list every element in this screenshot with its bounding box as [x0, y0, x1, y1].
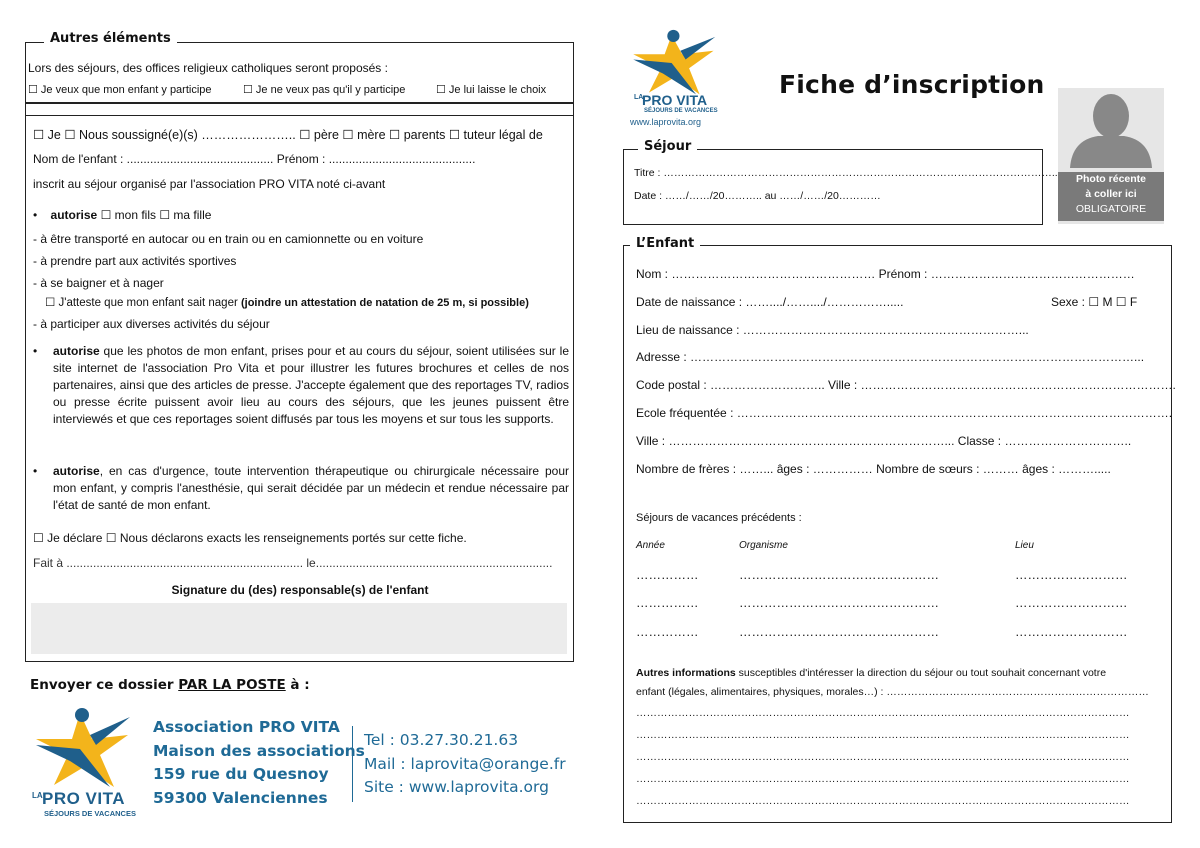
contact-divider — [352, 726, 353, 802]
col-lieu: Lieu — [1015, 540, 1034, 551]
autorise-fils-fille[interactable] — [33, 208, 211, 222]
envoyer-prefix: Envoyer ce dossier — [30, 677, 179, 693]
contact-site[interactable]: Site : www.laprovita.org — [364, 778, 549, 796]
sejour-titre-field[interactable]: Titre : ………………………………………………………………………………………………….. — [634, 167, 1058, 179]
autres-dotline[interactable]: …………………………………………………………………………………………………………………………… — [636, 751, 1130, 763]
sejour-date-field[interactable]: Date : ……/……/20……….. au ……/……/20………… — [634, 190, 881, 202]
sejour-box — [623, 149, 1043, 225]
logo-subtitle: SÉJOURS DE VACANCES — [44, 809, 136, 818]
address-line: Maison des associations — [153, 741, 365, 760]
row-lieu[interactable]: ……………………… — [1015, 568, 1128, 582]
col-organisme: Organisme — [739, 540, 788, 551]
sejours-precedents-label: Séjours de vacances précédents : — [636, 512, 802, 524]
association-address — [153, 716, 365, 810]
autres-informations-text: susceptibles d'intéresser la direction du séjour ou tout souhait concernant votre — [735, 667, 1107, 679]
autres-dotline[interactable]: …………………………………………………………………………………………………………………………… — [636, 707, 1130, 719]
contact-mail[interactable]: Mail : laprovita@orange.fr — [364, 754, 566, 773]
logo-name: PRO VITA — [42, 789, 126, 808]
photo-label — [1058, 172, 1164, 221]
logo-subtitle: SÉJOURS DE VACANCES — [644, 108, 718, 114]
autorise-options: ☐ mon fils ☐ ma fille — [97, 208, 212, 222]
autorise-photos-paragraph — [53, 343, 569, 428]
soussigne-line[interactable]: ☐ Je ☐ Nous soussigné(e)(s) ………………….. ☐ père ☐ mère ☐ parents ☐ tuteur légal de — [33, 128, 543, 142]
dash-transport: - à être transporté en autocar ou en train ou en camionnette ou en voiture — [33, 232, 424, 246]
nager-note: (joindre un attestation de natation de 25 m, si possible) — [240, 297, 529, 309]
religious-option-participe[interactable]: ☐ Je veux que mon enfant y participe — [28, 84, 212, 96]
photo-label-line2: à coller ici — [1085, 188, 1137, 200]
bullet-icon: • — [33, 208, 51, 222]
autres-elements-legend: Autres éléments — [44, 31, 177, 46]
pro-vita-star-icon — [628, 28, 724, 98]
autorise-photos-text: que les photos de mon enfant, prises pour et au cours du séjour, soient utilisées sur le site internet de l'association Pro Vita et pour illustrer les futures brochures et celles de nos partenaires, ainsi que des articles de presse. J'accepte également que des reportages TV, radios ou presse écrite puissent avoir lieu au cours des séjours, que les jeunes puissent être interviewés et que ces reportages soient diffusés par tous les moyens et sur tous les supports. — [53, 344, 569, 426]
logo-name: PRO VITA — [642, 92, 708, 108]
enfant-naissance-field[interactable]: Date de naissance : ……..../……..../……………..... — [636, 295, 904, 309]
row-annee[interactable]: …………… — [636, 625, 699, 639]
autorise-photos-label: autorise — [53, 344, 100, 358]
contact-block — [364, 729, 566, 800]
logo-la: LA — [634, 94, 644, 101]
row-annee[interactable]: …………… — [636, 568, 699, 582]
photo-placeholder[interactable] — [1058, 88, 1164, 224]
contact-tel[interactable]: Tel : 03.27.30.21.63 — [364, 731, 519, 749]
religious-intro: Lors des séjours, des offices religieux catholiques seront proposés : — [28, 61, 388, 75]
authorization-top-rule — [25, 115, 574, 116]
pro-vita-logo-bottom — [30, 705, 140, 820]
religious-option-choix[interactable]: ☐ Je lui laisse le choix — [436, 84, 547, 96]
autorise-urgence-paragraph — [53, 463, 569, 514]
nager-attestation[interactable] — [45, 295, 529, 309]
pro-vita-star-icon — [30, 705, 140, 795]
dash-baigner: - à se baigner et à nager — [33, 276, 164, 290]
autres-dotline[interactable]: …………………………………………………………………………………………………………………………… — [636, 729, 1130, 741]
envoyer-suffix: à : — [285, 677, 310, 693]
religious-option-non[interactable]: ☐ Je ne veux pas qu'il y participe — [243, 84, 406, 96]
page-title: Fiche d’inscription — [779, 70, 1045, 99]
logo-url: www.laprovita.org — [630, 117, 702, 127]
autres-dotline[interactable]: …………………………………………………………………………………………………………………………… — [636, 795, 1130, 807]
nager-check: ☐ J'atteste que mon enfant sait nager — [45, 297, 241, 309]
signature-label: Signature du (des) responsable(s) de l'enfant — [171, 583, 429, 597]
pro-vita-logo-top — [628, 28, 728, 130]
autres-informations-line2[interactable]: enfant (légales, alimentaires, physiques, morales…) : ………………………………………………………………… — [636, 686, 1149, 698]
autorise-label: autorise — [50, 208, 98, 222]
sejour-legend: Séjour — [638, 139, 697, 154]
nom-enfant-line[interactable]: Nom de l'enfant : ............................................ Prénom : ............................................ — [33, 152, 476, 166]
row-organisme[interactable]: ………………………………………… — [739, 625, 939, 639]
enfant-nom-field[interactable]: Nom : …………………………………………… Prénom : …………………………………………… — [636, 267, 1135, 281]
logo-la: LA — [32, 791, 43, 800]
row-organisme[interactable]: ………………………………………… — [739, 596, 939, 610]
enfant-freres-field[interactable]: Nombre de frères : ……... âges : …………… Nombre de sœurs : ……… âges : ………..... — [636, 462, 1111, 476]
autres-informations-label: Autres informations — [636, 667, 736, 679]
enfant-cp-field[interactable]: Code postal : ……………………….. Ville : ……………………………………………………………………. — [636, 378, 1176, 392]
row-lieu[interactable]: ……………………… — [1015, 596, 1128, 610]
col-annee: Année — [636, 540, 665, 551]
address-line: Association PRO VITA — [153, 718, 340, 736]
photo-label-line3: OBLIGATOIRE — [1075, 203, 1147, 215]
autorise-urgence-label: autorise — [53, 464, 100, 478]
autres-dotline[interactable]: …………………………………………………………………………………………………………………………… — [636, 773, 1130, 785]
photo-label-line1: Photo récente — [1075, 173, 1146, 185]
enfant-ville-field[interactable]: Ville : ……………………………………………………………... Classe : ………………………….. — [636, 434, 1132, 448]
address-line: 59300 Valenciennes — [153, 788, 328, 807]
enfant-ecole-field[interactable]: Ecole fréquentée : ………………………………………………………………………………………………. — [636, 406, 1173, 420]
envoyer-label — [30, 677, 310, 693]
autres-informations-line1 — [636, 667, 1106, 679]
enfant-adresse-field[interactable]: Adresse : …………………………………………………………………………………………………... — [636, 350, 1145, 364]
enfant-lieu-field[interactable]: Lieu de naissance : ……………………………………………………………... — [636, 323, 1029, 337]
enfant-sexe-field[interactable]: Sexe : ☐ M ☐ F — [1051, 295, 1138, 309]
dash-activites: - à participer aux diverses activités du séjour — [33, 317, 270, 331]
autorise-urgence-text: , en cas d'urgence, toute intervention thérapeutique ou chirurgicale nécessaire pour mon enfant, y compris l'anesthésie, qui serait décidée par un médecin et rendue nécessaire par l'état de santé de mon enfant. — [53, 464, 569, 512]
dash-sport: - à prendre part aux activités sportives — [33, 254, 237, 268]
address-line: 159 rue du Quesnoy — [153, 765, 329, 783]
envoyer-underline: PAR LA POSTE — [178, 677, 286, 693]
bullet-icon: • — [33, 344, 38, 358]
declaration-line[interactable]: ☐ Je déclare ☐ Nous déclarons exacts les renseignements portés sur cette fiche. — [33, 531, 467, 545]
fait-a-line[interactable]: Fait à ....................................................................... le....................................................................... — [33, 556, 553, 570]
person-silhouette-icon — [1058, 88, 1164, 168]
signature-area[interactable] — [31, 603, 567, 654]
enfant-legend: L’Enfant — [630, 236, 700, 251]
bullet-icon: • — [33, 464, 38, 478]
row-lieu[interactable]: ……………………… — [1015, 625, 1128, 639]
row-annee[interactable]: …………… — [636, 596, 699, 610]
inscrit-line: inscrit au séjour organisé par l'association PRO VITA noté ci-avant — [33, 177, 386, 191]
row-organisme[interactable]: ………………………………………… — [739, 568, 939, 582]
